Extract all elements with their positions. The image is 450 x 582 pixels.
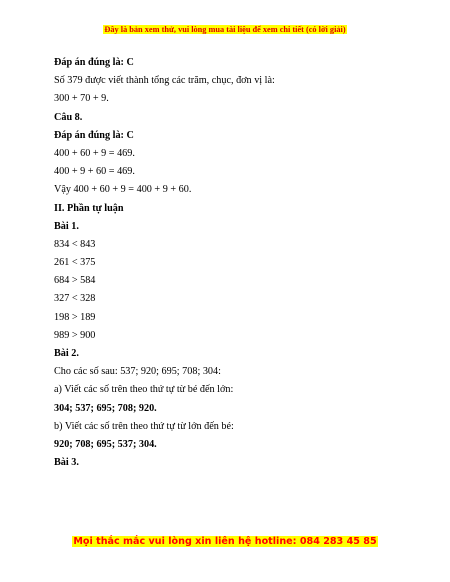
text-line: 300 + 70 + 9.: [54, 93, 109, 105]
document-body: [54, 54, 394, 472]
text-line: Vậy 400 + 60 + 9 = 400 + 9 + 60.: [54, 184, 192, 196]
exercise-heading: Bài 2.: [54, 348, 79, 359]
section-heading: II. Phần tự luận: [54, 202, 124, 214]
text-line: Số 379 được viết thành tổng các trăm, chục, đơn vị là:: [54, 75, 275, 87]
comparison-line: 198 > 189: [54, 311, 96, 323]
question-heading: Câu 8.: [54, 111, 83, 123]
hotline-text: Mọi thắc mắc vui lòng xin liên hệ hotline: 084 283 45 85: [73, 536, 377, 547]
exercise-heading: Bài 3.: [54, 457, 79, 469]
text-line: 400 + 60 + 9 = 469.: [54, 147, 135, 159]
text-line: Cho các số sau: 537; 920; 695; 708; 304:: [54, 366, 221, 378]
answer-line: Đáp án đúng là: C: [54, 57, 134, 68]
exercise-heading: Bài 1.: [54, 220, 79, 232]
preview-banner: [0, 24, 450, 36]
comparison-line: 261 < 375: [54, 257, 96, 269]
preview-banner-text: Đây là bản xem thử, vui lòng mua tài liệu để xem chi tiết (có lời giải): [104, 25, 346, 34]
answer-sequence: 920; 708; 695; 537; 304.: [54, 438, 157, 450]
comparison-line: 684 > 584: [54, 275, 96, 287]
comparison-line: 834 < 843: [54, 238, 96, 250]
text-line: a) Viết các số trên theo thứ tự từ bé đến lớn:: [54, 384, 234, 396]
text-line: b) Viết các số trên theo thứ tự từ lớn đến bé:: [54, 420, 234, 432]
comparison-line: 989 > 900: [54, 329, 96, 341]
text-line: 400 + 9 + 60 = 469.: [54, 166, 135, 178]
answer-sequence: 304; 537; 695; 708; 920.: [54, 402, 157, 414]
comparison-line: 327 < 328: [54, 293, 96, 305]
hotline-footer: [0, 535, 450, 548]
answer-line: Đáp án đúng là: C: [54, 129, 134, 141]
